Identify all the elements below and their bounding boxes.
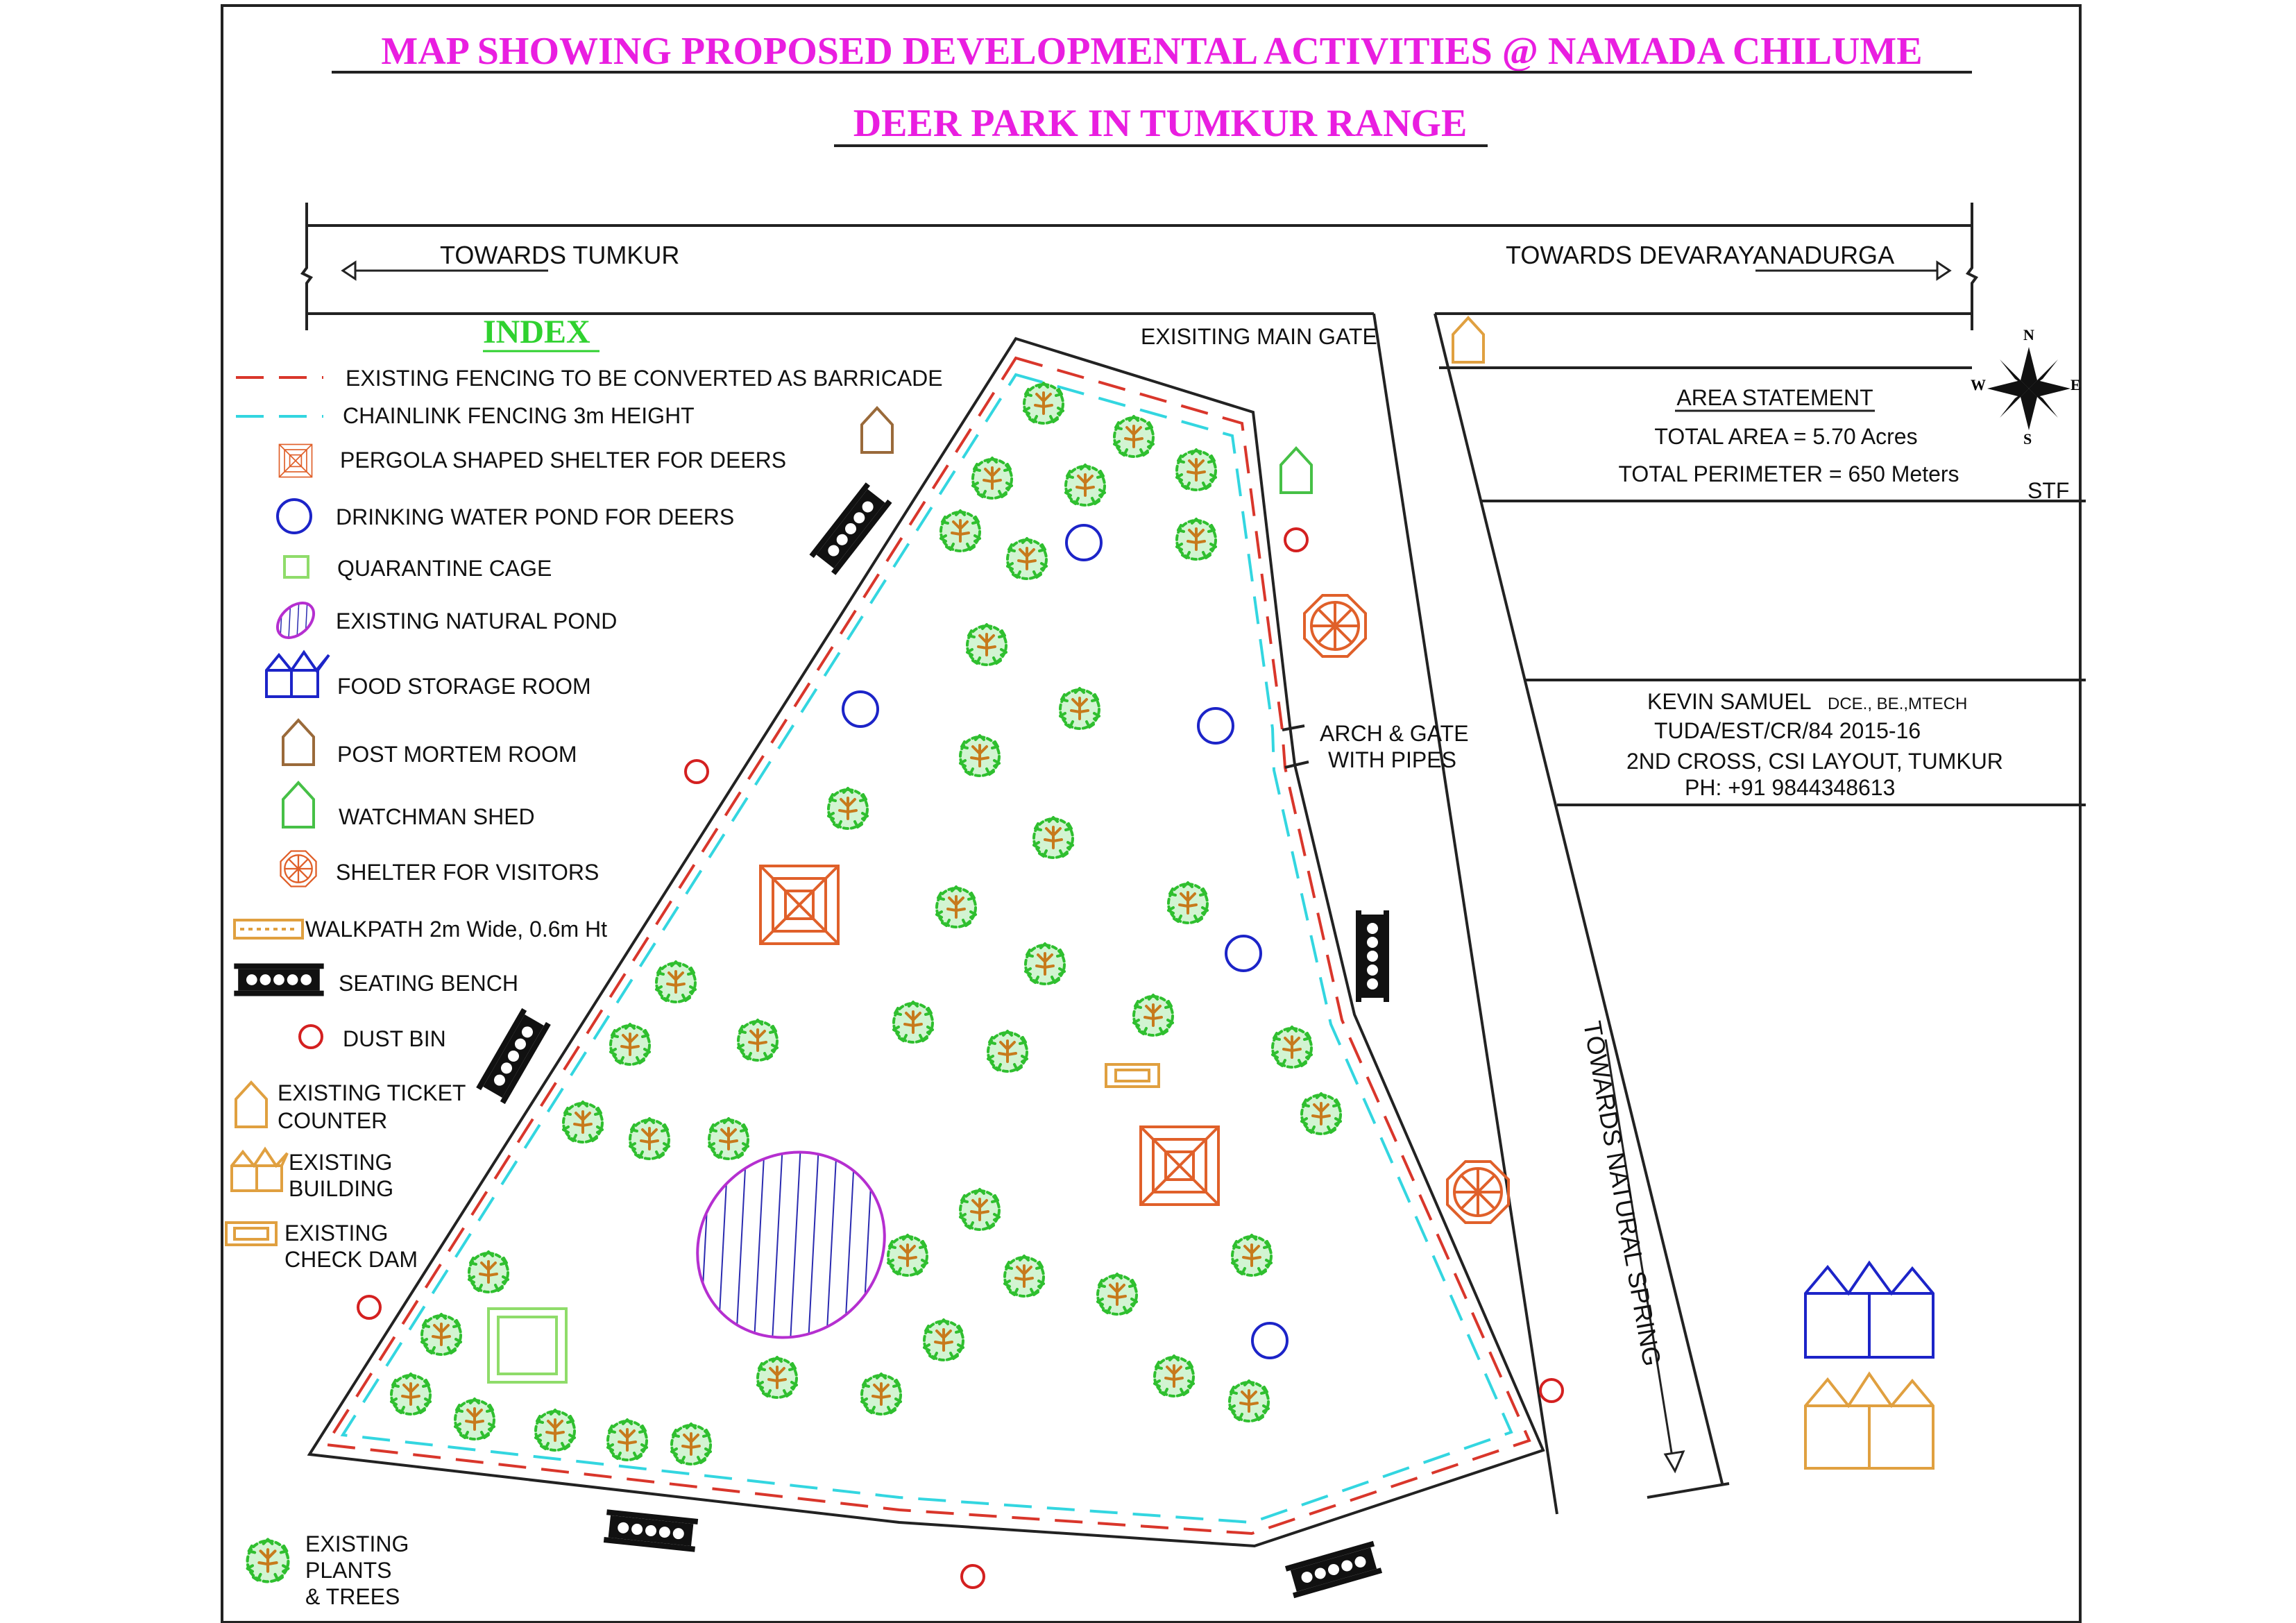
tree-icon <box>939 511 981 552</box>
arch-gate-label-2: WITH PIPES <box>1328 747 1456 772</box>
area-statement-heading: AREA STATEMENT <box>1676 385 1873 410</box>
tree-icon <box>756 1357 798 1399</box>
tree-icon <box>629 1119 670 1160</box>
tree-icon <box>1300 1094 1342 1135</box>
tree-icon <box>454 1399 495 1441</box>
tree-icon <box>935 887 977 928</box>
legend-label: DRINKING WATER POND FOR DEERS <box>336 504 735 529</box>
tree-icon <box>606 1420 648 1461</box>
post-mortem-icon <box>283 720 314 765</box>
author-phone: PH: +91 9844348613 <box>1685 775 1896 800</box>
legend-label: SHELTER FOR VISITORS <box>336 860 599 885</box>
tree-icon <box>1024 944 1066 985</box>
tree-icon <box>737 1020 779 1062</box>
author-name: KEVIN SAMUEL <box>1647 689 1812 714</box>
check-dam-icon <box>226 1223 276 1245</box>
pergola-icon <box>279 444 312 477</box>
tree-icon <box>390 1374 432 1416</box>
tree-icon <box>860 1374 902 1416</box>
total-perimeter: TOTAL PERIMETER = 650 Meters <box>1618 461 1959 486</box>
tree-icon <box>1064 465 1106 507</box>
visitor-shelter-icon <box>1304 595 1366 656</box>
arch-gate-label-1: ARCH & GATE <box>1320 721 1469 746</box>
tree-icon <box>1113 416 1155 458</box>
food-storage-building <box>1805 1263 1933 1357</box>
total-area: TOTAL AREA = 5.70 Acres <box>1654 424 1918 449</box>
visitor-shelter-icon <box>1447 1162 1508 1223</box>
bench-icon <box>234 963 323 996</box>
legend-label: POST MORTEM ROOM <box>337 742 577 767</box>
food-storage-icon <box>266 652 329 697</box>
existing-building <box>1805 1374 1933 1468</box>
tree-icon <box>959 1189 1001 1231</box>
watchman-shed <box>1281 448 1311 493</box>
dust-bin-icon <box>300 1026 322 1048</box>
author-address: 2ND CROSS, CSI LAYOUT, TUMKUR <box>1626 749 2003 774</box>
tree-icon <box>534 1410 576 1452</box>
legend-label: WATCHMAN SHED <box>339 804 535 829</box>
tree-icon <box>971 458 1013 500</box>
towards-devarayanadurga-label: TOWARDS DEVARAYANADURGA <box>1506 241 1895 269</box>
tree-icon <box>1059 688 1100 730</box>
bench-icon <box>604 1509 698 1552</box>
tree-icon <box>1175 450 1217 491</box>
ticket-counter-icon <box>236 1082 266 1127</box>
compass-n: N <box>2023 326 2034 343</box>
author-quals: DCE., BE.,MTECH <box>1828 695 1968 713</box>
compass-e: E <box>2070 376 2081 393</box>
tree-icon <box>887 1235 928 1277</box>
stf-label: STF <box>2027 478 2070 503</box>
map-title-line1: MAP SHOWING PROPOSED DEVELOPMENTAL ACTIVITIES @ NAMADA CHILUME <box>381 30 1923 73</box>
tree-icon <box>1271 1027 1313 1069</box>
tree-icon <box>468 1252 509 1293</box>
dust-bin-icon <box>686 760 708 783</box>
bench-icon <box>1285 1541 1382 1599</box>
tree-icon <box>959 736 1001 777</box>
ticket-counter <box>1453 318 1483 362</box>
legend-label: EXISTING <box>305 1531 409 1556</box>
water-pond-icon <box>278 500 311 533</box>
tree-icon <box>966 624 1007 666</box>
tree-icon <box>1167 883 1209 924</box>
legend-label: EXISTING NATURAL POND <box>336 609 618 634</box>
legend-label: EXISTING FENCING TO BE CONVERTED AS BARRICADE <box>346 366 943 391</box>
walkpath-icon <box>235 920 303 938</box>
tree-icon <box>420 1314 462 1356</box>
existing-building-icon <box>232 1149 287 1191</box>
legend-label: PLANTS <box>305 1558 392 1583</box>
tree-icon <box>670 1424 712 1465</box>
quarantine-cage-icon <box>284 556 308 577</box>
dust-bin-icon <box>1540 1379 1563 1402</box>
tree-icon <box>708 1119 749 1160</box>
tree-icon <box>1231 1235 1273 1277</box>
legend-label: EXISTING <box>284 1221 389 1246</box>
bench-icon <box>1356 910 1389 1002</box>
post-mortem-room <box>862 408 892 452</box>
main-gate-label: EXISITING MAIN GATE <box>1141 324 1377 349</box>
tree-icon <box>1032 817 1074 859</box>
legend-label: BUILDING <box>289 1176 394 1201</box>
tree-icon <box>1132 995 1174 1037</box>
visitor-shelter-icon <box>280 851 316 886</box>
tree-icon <box>827 788 869 830</box>
legend-label: CHECK DAM <box>284 1247 418 1272</box>
compass-w: W <box>1971 376 1986 393</box>
tree-icon <box>987 1031 1028 1073</box>
legend-label: FOOD STORAGE ROOM <box>337 674 591 699</box>
tree-icon <box>1153 1356 1195 1397</box>
tree-icon <box>1175 519 1217 561</box>
pergola-icon <box>760 866 838 944</box>
legend-label: SEATING BENCH <box>339 971 518 996</box>
legend-label: WALKPATH 2m Wide, 0.6m Ht <box>305 917 608 942</box>
legend-label: CHAINLINK FENCING 3m HEIGHT <box>343 403 695 428</box>
compass-s: S <box>2023 430 2032 448</box>
tree-icon <box>609 1024 651 1066</box>
author-reg: TUDA/EST/CR/84 2015-16 <box>1654 718 1921 743</box>
tree-icon <box>923 1320 964 1361</box>
tree-icon <box>1096 1274 1138 1316</box>
legend-label: & TREES <box>305 1584 400 1609</box>
tree-icon <box>1003 1256 1045 1298</box>
legend-label: EXISTING TICKET <box>278 1080 466 1105</box>
tree-icon <box>1023 383 1064 425</box>
dust-bin-icon <box>358 1296 380 1318</box>
watchman-shed-icon <box>283 783 314 827</box>
legend-label: EXISTING <box>289 1150 393 1175</box>
dust-bin-icon <box>1285 529 1307 551</box>
natural-pond-icon <box>271 596 320 645</box>
towards-natural-spring-label: TOWARDS NATURAL SPRING <box>1578 1019 1667 1368</box>
legend-label: QUARANTINE CAGE <box>337 556 552 581</box>
tree-icon <box>1228 1381 1270 1422</box>
dust-bin-icon <box>962 1565 984 1588</box>
legend-label: DUST BIN <box>343 1026 446 1051</box>
tree-icon <box>562 1102 604 1144</box>
tree-icon <box>655 962 697 1003</box>
legend-label: PERGOLA SHAPED SHELTER FOR DEERS <box>340 448 787 473</box>
tree-icon <box>246 1540 290 1583</box>
compass-rose-icon <box>1987 347 2070 430</box>
map-title-line2: DEER PARK IN TUMKUR RANGE <box>853 102 1468 145</box>
towards-tumkur-label: TOWARDS TUMKUR <box>440 241 680 269</box>
tree-icon <box>1006 538 1048 580</box>
pergola-icon <box>1141 1127 1218 1205</box>
index-title: INDEX <box>483 314 590 350</box>
legend-label: COUNTER <box>278 1108 388 1133</box>
tree-icon <box>892 1002 934 1044</box>
